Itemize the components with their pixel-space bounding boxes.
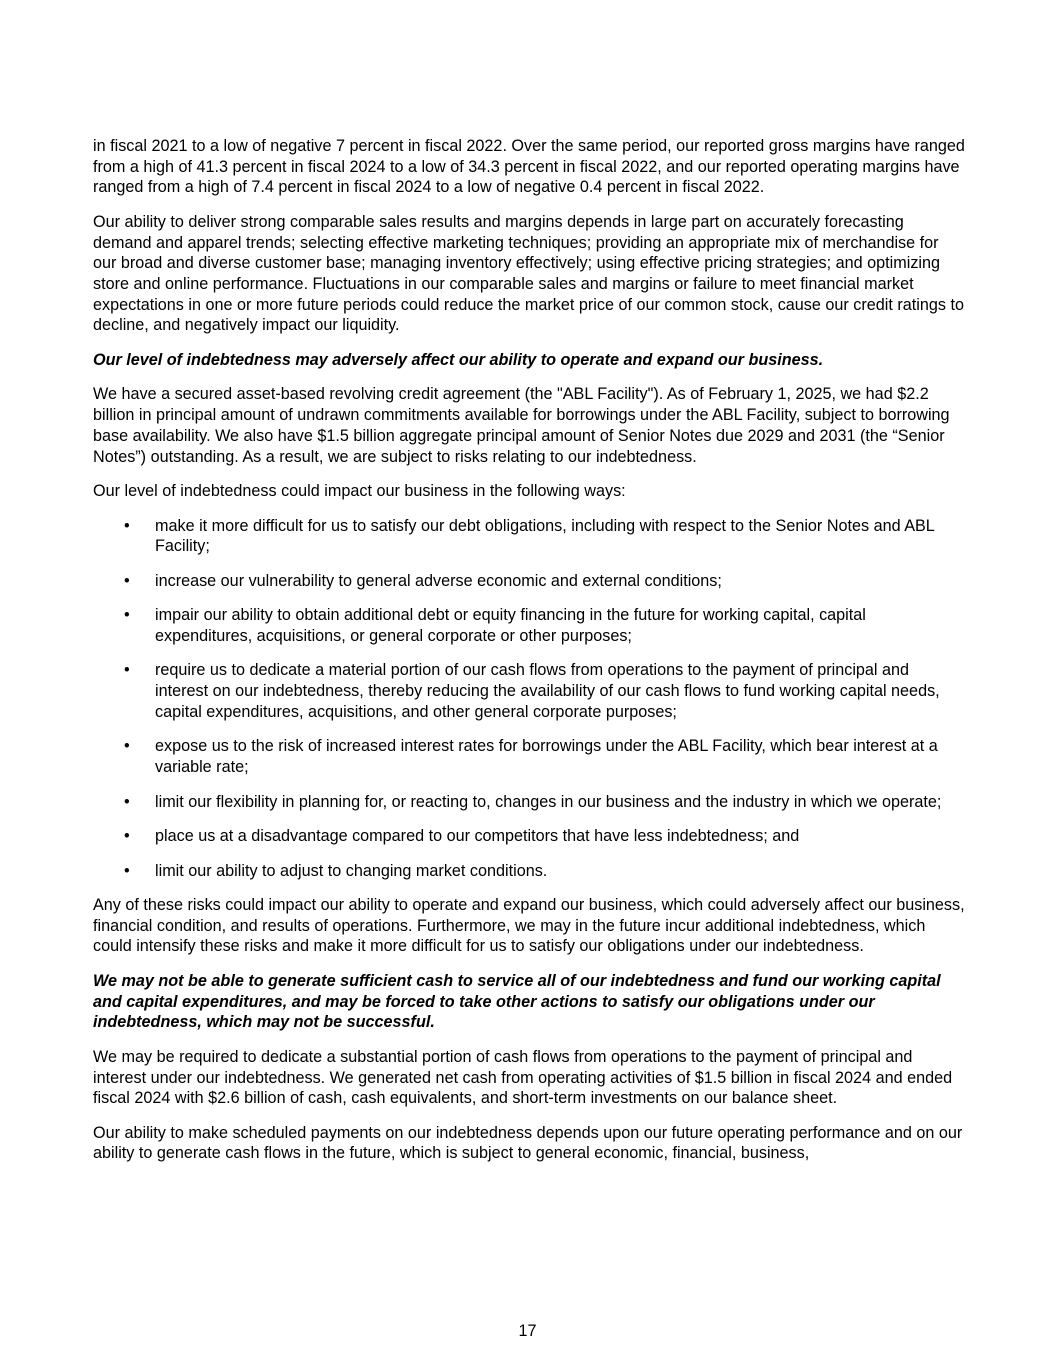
list-item-text: expose us to the risk of increased interest rates for borrowings under the ABL Facility, which bear interest at a variable rate; xyxy=(155,737,938,777)
impact-bullet-list xyxy=(93,516,965,882)
list-item xyxy=(93,861,965,882)
paragraph-risks-summary: Any of these risks could impact our ability to operate and expand our business, which could adversely affect our business, financial condition, and results of operations. Furthermore, we may in the future incur additional indebtedness, which could intensify these risks and make it more difficult for us to satisfy our obligations under our indebtedness. xyxy=(93,896,965,956)
bullet-glyph: • xyxy=(124,737,130,756)
bullet-glyph: • xyxy=(124,661,130,680)
list-item-text: limit our flexibility in planning for, or reacting to, changes in our business and the industry in which we operate; xyxy=(155,792,942,811)
paragraph-cash-flows: We may be required to dedicate a substantial portion of cash flows from operations to the payment of principal and interest under our indebtedness. We generated net cash from operating activities of $1.5 billion in fiscal 2024 and ended fiscal 2024 with $2.6 billion of cash, cash equivalents, and short-term investments on our balance sheet. xyxy=(93,1047,953,1108)
paragraph-comparable-sales: Our ability to deliver strong comparable sales results and margins depends in large part on accurately forecasting demand and apparel trends; selecting effective marketing techniques; providing an appropriate mix of merchandise for our broad and diverse customer base; managing inventory effectively; using effective pricing strategies; and optimizing store and online performance. Fluctuations in our comparable sales and margins or failure to meet financial market expectations in one or more future periods could reduce the market price of our common stock, cause our credit ratings to decline, and negatively impact our liquidity. xyxy=(93,212,964,335)
bullet-glyph: • xyxy=(124,861,130,880)
bullet-glyph: • xyxy=(124,571,130,590)
document-page xyxy=(93,136,965,1178)
bullet-glyph: • xyxy=(124,827,130,846)
list-item xyxy=(93,792,965,813)
paragraph-scheduled-payments: Our ability to make scheduled payments on our indebtedness depends upon our future operating performance and on our ability to generate cash flows in the future, which is subject to general economic, financial, business, xyxy=(93,1123,963,1163)
list-item-text: limit our ability to adjust to changing market conditions. xyxy=(155,861,548,880)
list-item xyxy=(93,736,965,777)
list-item-text: make it more difficult for us to satisfy our debt obligations, including with respect to the Senior Notes and ABL Facility; xyxy=(155,516,935,556)
page-number: 17 xyxy=(518,1322,537,1340)
bullet-glyph: • xyxy=(124,516,130,535)
list-item-text: require us to dedicate a material portion of our cash flows from operations to the payment of principal and interest on our indebtedness, thereby reducing the availability of our cash flows to fund working capital needs, capital expenditures, acquisitions, and other general corporate purposes; xyxy=(155,661,940,721)
list-item xyxy=(93,516,965,557)
list-item-text: place us at a disadvantage compared to our competitors that have less indebtedness; and xyxy=(155,827,800,846)
list-item-text: increase our vulnerability to general adverse economic and external conditions; xyxy=(155,571,722,590)
list-item xyxy=(93,660,965,722)
paragraph-margins-range: in fiscal 2021 to a low of negative 7 percent in fiscal 2022. Over the same period, our reported gross margins have ranged from a high of 41.3 percent in fiscal 2024 to a low of 34.3 percent in fiscal 2022, and our reported operating margins have ranged from a high of 7.4 percent in fiscal 2024 to a low of negative 0.4 percent in fiscal 2022. xyxy=(93,137,965,197)
list-item xyxy=(93,571,965,592)
list-item-text: impair our ability to obtain additional debt or equity financing in the future for working capital, capital expenditures, acquisitions, or general corporate or other purposes; xyxy=(155,606,866,645)
bullet-glyph: • xyxy=(124,792,130,811)
paragraph-impact-intro: Our level of indebtedness could impact our business in the following ways: xyxy=(93,482,626,501)
paragraph-abl-facility: We have a secured asset-based revolving credit agreement (the "ABL Facility"). As of February 1, 2025, we had $2.2 billion in principal amount of undrawn commitments available for borrowings under the ABL Facility, subject to borrowing base availability. We also have $1.5 billion aggregate principal amount of Senior Notes due 2029 and 2031 (the “Senior Notes”) outstanding. As a result, we are subject to risks relating to our indebtedness. xyxy=(93,385,950,466)
heading-indebtedness: Our level of indebtedness may adversely affect our ability to operate and expand our business. xyxy=(93,350,824,369)
bullet-glyph: • xyxy=(124,606,130,625)
list-item xyxy=(93,826,965,847)
heading-sufficient-cash: We may not be able to generate sufficient cash to service all of our indebtedness and fund our working capital and capital expenditures, and may be forced to take other actions to satisfy our obligations under our indebtedness, which may not be successful. xyxy=(93,971,941,1032)
list-item xyxy=(93,605,965,646)
